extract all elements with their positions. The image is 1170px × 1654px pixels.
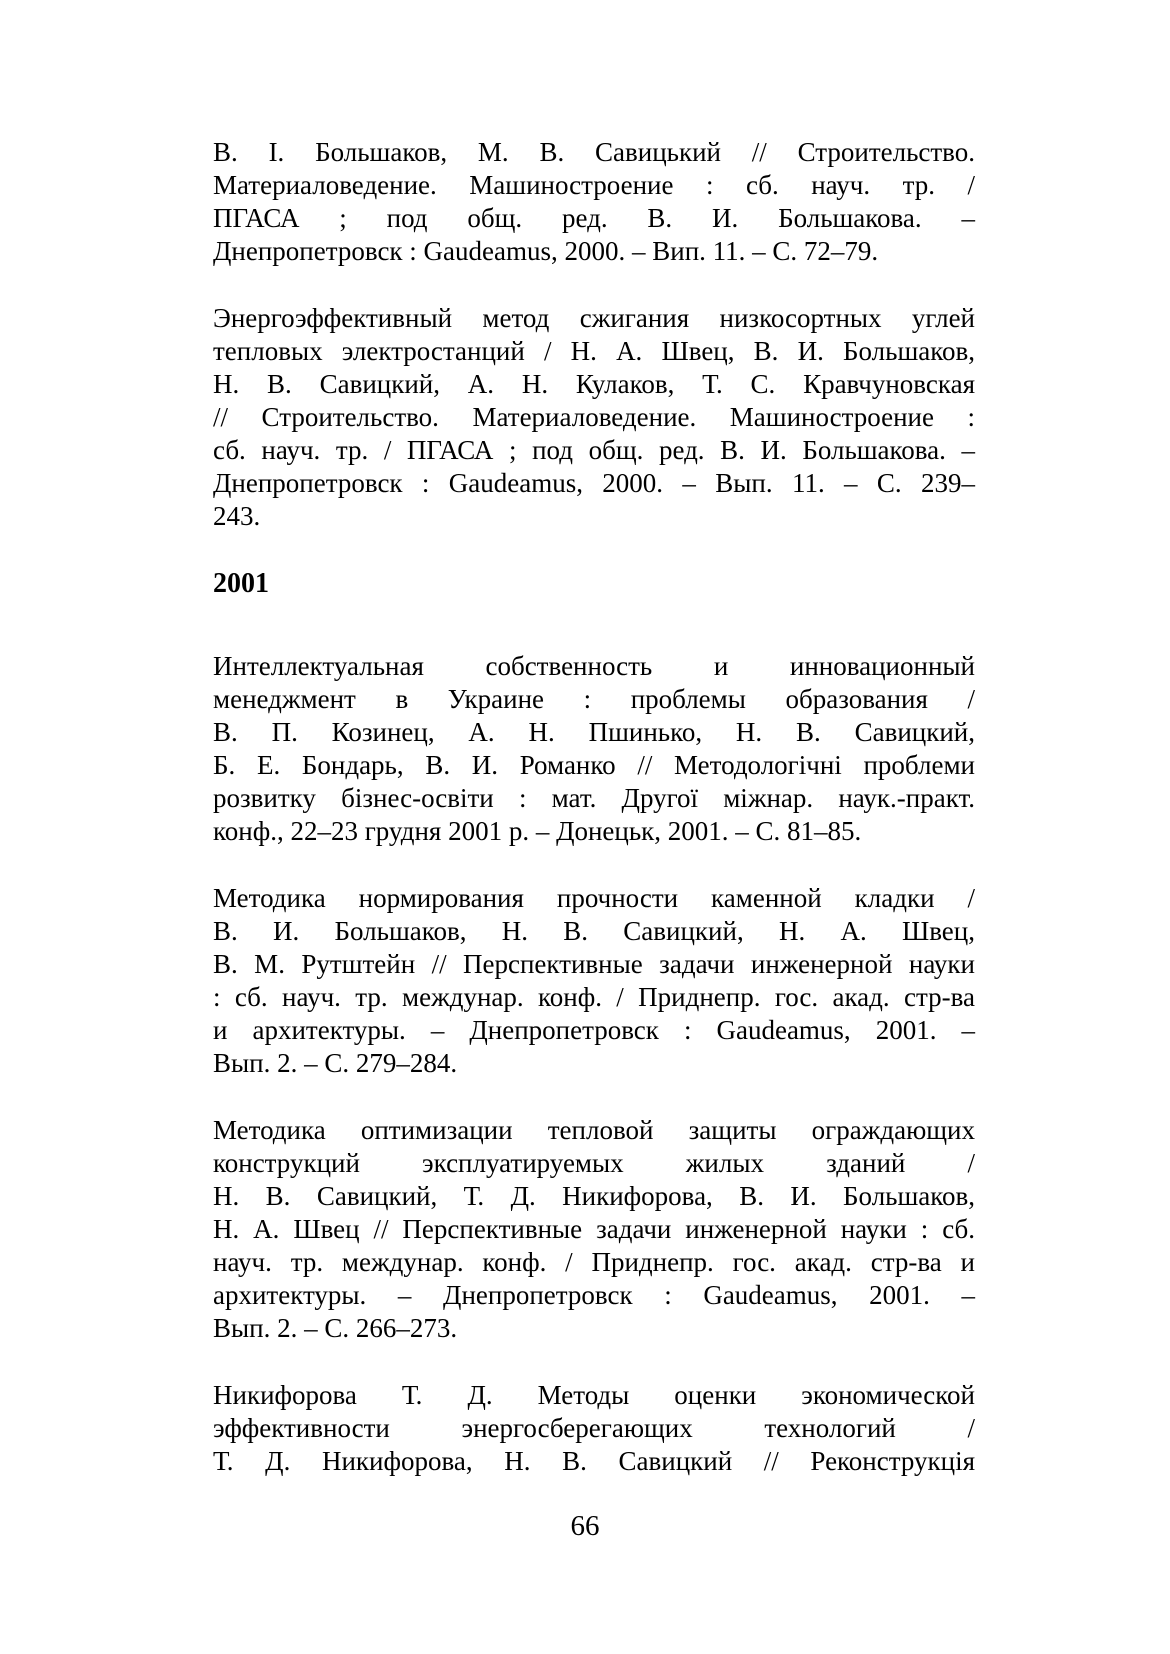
entry-line: // Строительство. Материаловедение. Машиностроение :	[213, 402, 975, 432]
entry-line: Н. А. Швец // Перспективные задачи инженерной науки : сб.	[213, 1214, 975, 1244]
entry-line: Никифорова Т. Д. Методы оценки экономической	[213, 1380, 975, 1410]
entry-line: ПГАСА ; под общ. ред. В. И. Большакова. –	[213, 203, 975, 233]
year-heading: 2001	[213, 568, 269, 599]
page-content	[213, 136, 975, 1512]
entry-line: менеджмент в Украине : проблемы образования /	[213, 684, 975, 714]
entry-line: Н. В. Савицкий, Т. Д. Никифорова, В. И. Большаков,	[213, 1181, 975, 1211]
entry-line: науч. тр. междунар. конф. / Приднепр. гос. акад. стр-ва и	[213, 1247, 975, 1277]
entry-line: Б. Е. Бондарь, В. И. Романко // Методологічні проблеми	[213, 750, 975, 780]
entry-line: : сб. науч. тр. междунар. конф. / Приднепр. гос. акад. стр-ва	[213, 982, 975, 1012]
page-number: 66	[570, 1510, 600, 1542]
entry-line: эффективности энергосберегающих технологий /	[213, 1413, 975, 1443]
entry-line: Н. В. Савицкий, А. Н. Кулаков, Т. С. Кравчуновская	[213, 369, 975, 399]
entry-line: Днепропетровск : Gaudeamus, 2000. – Вып. 11. – С. 239–	[213, 468, 975, 498]
entry-line: Вып. 2. – С. 266–273.	[213, 1313, 458, 1343]
entry-line: Методика нормирования прочности каменной кладки /	[213, 883, 975, 913]
entry-line: Энергоэффективный метод сжигания низкосортных углей	[213, 303, 975, 333]
entry-line: 243.	[213, 501, 261, 531]
bibliography-entry	[213, 302, 975, 533]
entry-line: тепловых электростанций / Н. А. Швец, В. И. Большаков,	[213, 336, 975, 366]
entry-line: Методика оптимизации тепловой защиты ограждающих	[213, 1115, 975, 1145]
bibliography-entry	[213, 1379, 975, 1478]
entry-line: Т. Д. Никифорова, Н. В. Савицкий // Реконструкція	[213, 1446, 975, 1476]
bibliography-entry	[213, 1114, 975, 1345]
bibliography-entry	[213, 136, 975, 268]
entry-line: Днепропетровск : Gaudeamus, 2000. – Вип. 11. – С. 72–79.	[213, 236, 879, 266]
bibliography-entry	[213, 882, 975, 1080]
entry-line: В. М. Рутштейн // Перспективные задачи инженерной науки	[213, 949, 975, 979]
entries-before-year	[213, 136, 975, 533]
entry-line: и архитектуры. – Днепропетровск : Gaudeamus, 2001. –	[213, 1015, 975, 1045]
entry-line: розвитку бізнес-освіти : мат. Другої міжнар. наук.-практ.	[213, 783, 975, 813]
entry-line: конструкций эксплуатируемых жилых зданий /	[213, 1148, 975, 1178]
entries-after-year	[213, 650, 975, 1478]
bibliography-entry	[213, 650, 975, 848]
entry-line: архитектуры. – Днепропетровск : Gaudeamus, 2001. –	[213, 1280, 975, 1310]
entry-line: Материаловедение. Машиностроение : сб. науч. тр. /	[213, 170, 975, 200]
entry-line: сб. науч. тр. / ПГАСА ; под общ. ред. В. И. Большакова. –	[213, 435, 975, 465]
entry-line: Вып. 2. – С. 279–284.	[213, 1048, 458, 1078]
entry-line: Интеллектуальная собственность и инновационный	[213, 651, 975, 681]
entry-line: В. И. Большаков, Н. В. Савицкий, Н. А. Швец,	[213, 916, 975, 946]
entry-line: В. П. Козинец, А. Н. Пшинько, Н. В. Савицкий,	[213, 717, 975, 747]
entry-line: В. І. Большаков, М. В. Савицький // Строительство.	[213, 137, 975, 167]
entry-line: конф., 22–23 грудня 2001 р. – Донецьк, 2001. – С. 81–85.	[213, 816, 862, 846]
